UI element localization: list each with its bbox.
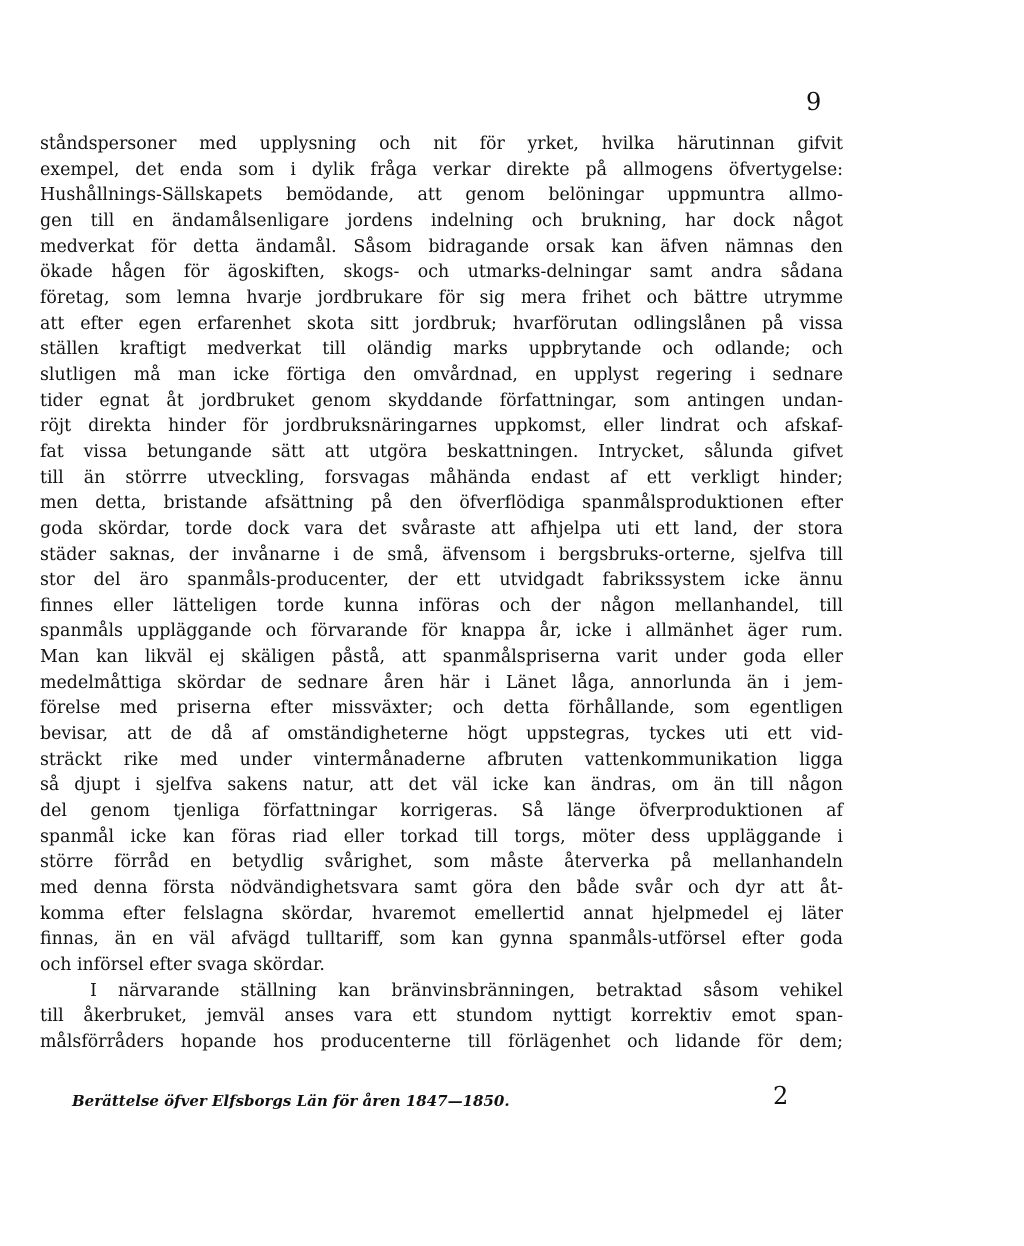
text-line: exempel, det enda som i dylik fråga verkar direkte på allmogens öfvertygelse:	[40, 159, 843, 180]
text-line: slutligen må man icke förtiga den omvårdnad, en upplyst regering i sednare	[40, 364, 843, 385]
text-line: att efter egen erfarenhet skota sitt jordbruk; hvarförutan odlingslånen på vissa	[40, 313, 843, 334]
text-line: förelse med priserna efter missväxter; och detta förhållande, som egentligen	[40, 698, 843, 719]
text-line: goda skördar, torde dock vara det svåraste att afhjelpa uti ett land, der stora	[40, 518, 843, 539]
text-line: fat vissa betungande sätt att utgöra beskattningen. Intrycket, sålunda gifvet	[40, 441, 843, 462]
text-line: finnes eller lätteligen torde kunna införas och der någon mellanhandel, till	[40, 595, 843, 616]
paragraph-1	[40, 132, 843, 979]
text-line: till åkerbruket, jemväl anses vara ett stundom nyttigt korrektiv emot span-	[40, 1006, 843, 1027]
text-line: Hushållnings-Sällskapets bemödande, att genom belöningar uppmuntra allmo-	[40, 185, 843, 206]
paragraph-2	[40, 979, 843, 1056]
text-line: ökade hågen för ägoskiften, skogs- och utmarks-delningar samt andra sådana	[40, 262, 843, 283]
text-line: finnas, än en väl afvägd tulltariff, som kan gynna spanmåls-utförsel efter goda	[40, 929, 843, 950]
signature-mark: 2	[773, 1082, 789, 1110]
text-line: spanmål icke kan föras riad eller torkad till torgs, möter dess uppläggande i	[40, 826, 843, 847]
page-footer	[40, 1082, 843, 1116]
text-line: tider egnat åt jordbruket genom skyddande författningar, som antingen undan-	[40, 390, 843, 411]
text-line: ställen kraftigt medverkat till oländig marks uppbrytande och odlande; och	[40, 339, 843, 360]
text-line: städer saknas, der invånarne i de små, äfvensom i bergsbruks-orterne, sjelfva till	[40, 544, 843, 565]
text-line: gen till en ändamålsenligare jordens indelning och brukning, har dock något	[40, 210, 843, 231]
footer-title: Berättelse öfver Elfsborgs Län för åren 1847—1850.	[72, 1092, 510, 1110]
text-line: företag, som lemna hvarje jordbrukare för sig mera frihet och bättre utrymme	[40, 287, 843, 308]
text-line: medelmåttiga skördar de sednare åren här i Länet låga, annorlunda än i jem-	[40, 672, 843, 693]
text-line: så djupt i sjelfva sakens natur, att det väl icke kan ändras, om än till någon	[40, 775, 843, 796]
text-line: till än störrre utveckling, forsvagas måhända endast af ett verkligt hinder;	[40, 467, 843, 488]
text-line: medverkat för detta ändamål. Såsom bidragande orsak kan äfven nämnas den	[40, 236, 843, 257]
text-line: målsförråders hopande hos producenterne till förlägenhet och lidande för dem;	[40, 1031, 843, 1052]
text-line: och införsel efter svaga skördar.	[40, 955, 325, 975]
text-line: större förråd en betydlig svårighet, som måste återverka på mellanhandeln	[40, 852, 843, 873]
text-line: stor del äro spanmåls-producenter, der ett utvidgadt fabrikssystem icke ännu	[40, 570, 843, 591]
text-line: komma efter felslagna skördar, hvaremot emellertid annat hjelpmedel ej läter	[40, 903, 843, 924]
text-line: sträckt rike med under vintermånaderne afbruten vattenkommunikation ligga	[40, 749, 843, 770]
text-line: I närvarande ställning kan bränvinsbränningen, betraktad såsom vehikel	[90, 980, 843, 1001]
text-line: spanmåls uppläggande och förvarande för knappa år, icke i allmänhet äger rum.	[40, 621, 843, 642]
text-line: bevisar, att de då af omständigheterne högt uppstegras, tyckes uti ett vid-	[40, 724, 843, 745]
text-line: röjt direkta hinder för jordbruksnäringarnes uppkomst, eller lindrat och afskaf-	[40, 416, 843, 437]
text-line: ståndspersoner med upplysning och nit för yrket, hvilka härutinnan gifvit	[40, 134, 843, 154]
text-line: med denna första nödvändighetsvara samt göra den både svår och dyr att åt-	[40, 878, 843, 899]
text-line: men detta, bristande afsättning på den öfverflödiga spanmålsproduktionen efter	[40, 493, 843, 514]
text-line: Man kan likväl ej skäligen påstå, att spanmålspriserna varit under goda eller	[40, 647, 843, 668]
text-line: del genom tjenliga författningar korrigeras. Så länge öfverproduktionen af	[40, 801, 843, 822]
page-number: 9	[806, 88, 822, 116]
body-text	[40, 132, 843, 1056]
